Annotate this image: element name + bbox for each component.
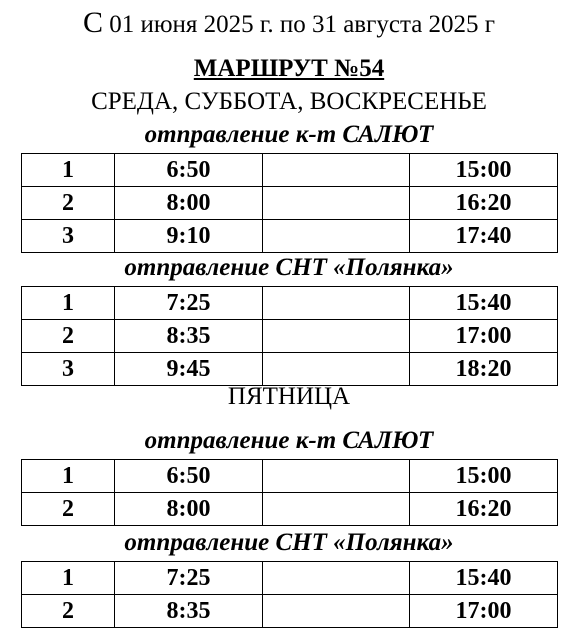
departure-time: 8:35 — [115, 320, 263, 353]
return-time: 16:20 — [410, 187, 558, 220]
empty-cell — [263, 353, 410, 386]
departure-time: 9:45 — [115, 353, 263, 386]
route-number-heading: МАРШРУТ №54 — [193, 55, 385, 82]
trip-number: 1 — [22, 154, 115, 187]
trip-number: 1 — [22, 287, 115, 320]
return-time: 17:40 — [410, 220, 558, 253]
trip-number: 2 — [22, 320, 115, 353]
departure-time: 9:10 — [115, 220, 263, 253]
trip-number: 2 — [22, 493, 115, 526]
schedule-table-salyut-2 — [21, 459, 558, 526]
schedule-table-salyut-1 — [21, 153, 558, 253]
schedule-period-title — [0, 6, 578, 42]
empty-cell — [263, 154, 410, 187]
departure-heading-salyut-1: отправление к-т САЛЮТ — [144, 121, 434, 148]
departure-heading-salyut-2: отправление к-т САЛЮТ — [144, 427, 434, 454]
departure-time: 6:50 — [115, 460, 263, 493]
trip-number: 1 — [22, 460, 115, 493]
return-time: 17:00 — [410, 320, 558, 353]
days-heading-1: СРЕДА, СУББОТА, ВОСКРЕСЕНЬЕ — [91, 88, 487, 115]
schedule-table-polyanka-2 — [21, 561, 558, 628]
trip-number: 1 — [22, 562, 115, 595]
departure-heading-polyanka-1: отправление СНТ «Полянка» — [124, 254, 454, 281]
title-lead-letter: С — [82, 6, 103, 39]
departure-time: 7:25 — [115, 562, 263, 595]
table-row — [22, 562, 558, 595]
table-row — [22, 353, 558, 386]
table-row — [22, 595, 558, 628]
departure-time: 7:25 — [115, 287, 263, 320]
table-row — [22, 220, 558, 253]
empty-cell — [263, 320, 410, 353]
trip-number: 3 — [22, 353, 115, 386]
empty-cell — [263, 460, 410, 493]
departure-time: 6:50 — [115, 154, 263, 187]
table-row — [22, 287, 558, 320]
return-time: 15:40 — [410, 562, 558, 595]
empty-cell — [263, 220, 410, 253]
departure-heading-polyanka-2: отправление СНТ «Полянка» — [124, 529, 454, 556]
trip-number: 2 — [22, 595, 115, 628]
schedule-table-polyanka-1 — [21, 286, 558, 386]
table-row — [22, 154, 558, 187]
trip-number: 2 — [22, 187, 115, 220]
return-time: 18:20 — [410, 353, 558, 386]
return-time: 16:20 — [410, 493, 558, 526]
empty-cell — [263, 187, 410, 220]
return-time: 15:00 — [410, 154, 558, 187]
departure-time: 8:00 — [115, 493, 263, 526]
departure-time: 8:00 — [115, 187, 263, 220]
empty-cell — [263, 287, 410, 320]
empty-cell — [263, 562, 410, 595]
departure-time: 8:35 — [115, 595, 263, 628]
empty-cell — [263, 595, 410, 628]
return-time: 15:40 — [410, 287, 558, 320]
table-row — [22, 460, 558, 493]
title-period-text: 01 июня 2025 г. по 31 августа 2025 г — [102, 11, 496, 38]
table-row — [22, 493, 558, 526]
return-time: 15:00 — [410, 460, 558, 493]
table-row — [22, 320, 558, 353]
table-row — [22, 187, 558, 220]
return-time: 17:00 — [410, 595, 558, 628]
trip-number: 3 — [22, 220, 115, 253]
empty-cell — [263, 493, 410, 526]
days-heading-2: ПЯТНИЦА — [227, 383, 351, 410]
